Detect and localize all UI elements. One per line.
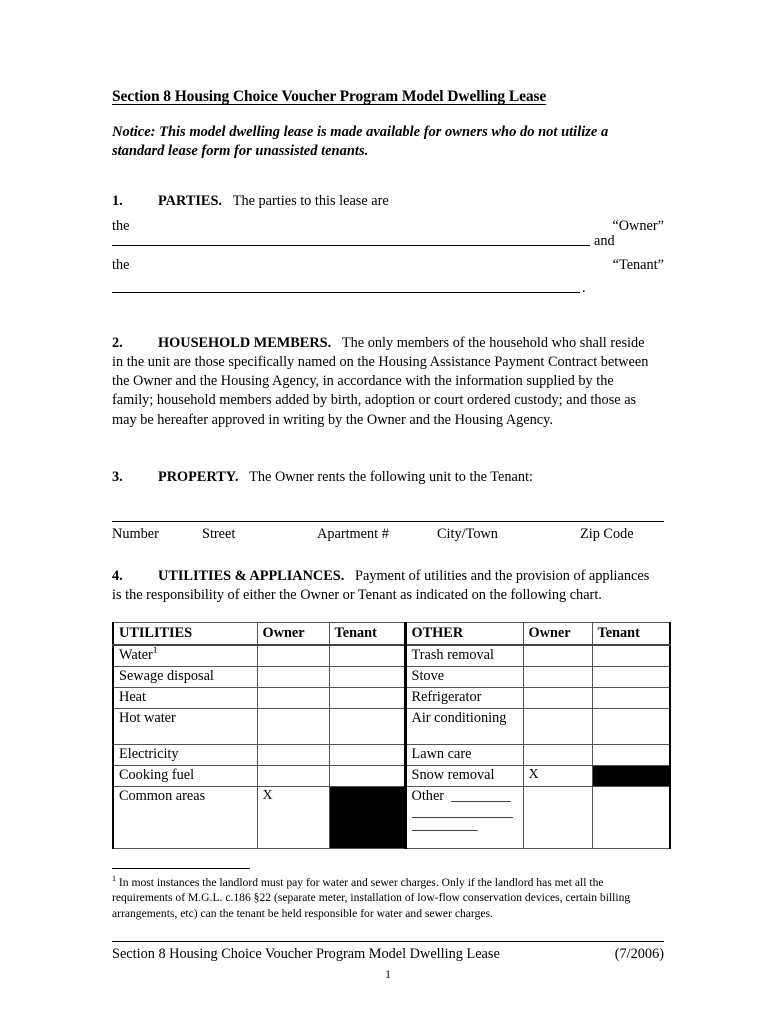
- cell-snow-removal-tenant: [592, 766, 670, 787]
- row-label-snow-removal: Snow removal: [405, 766, 523, 787]
- cell-trash-removal-tenant[interactable]: [592, 645, 670, 667]
- row-label-air-conditioning: Air conditioning: [405, 709, 523, 745]
- utilities-table-body: [113, 645, 670, 849]
- section-property: [112, 468, 664, 487]
- footnote-block: [112, 868, 664, 921]
- cell-electricity-tenant[interactable]: [329, 745, 405, 766]
- address-label-zip-code: Zip Code: [580, 526, 634, 543]
- footnote-marker: 1: [112, 874, 116, 884]
- section-utilities-heading: UTILITIES & APPLIANCES.: [158, 568, 345, 585]
- tenant-name-field[interactable]: [112, 292, 580, 293]
- row-label-electricity: Electricity: [113, 745, 257, 766]
- row-label-other-text: Other: [411, 788, 445, 805]
- section-parties-heading: PARTIES.: [158, 192, 222, 209]
- cell-sewage-disposal-tenant[interactable]: [329, 667, 405, 688]
- footer-page-number: 1: [385, 968, 391, 981]
- cell-other-tenant[interactable]: [592, 787, 670, 849]
- table-row: [113, 766, 670, 787]
- section-parties-body: The parties to this lease are: [232, 192, 389, 209]
- table-row: [113, 709, 670, 745]
- cell-hot-water-owner[interactable]: [257, 709, 329, 745]
- row-label-hot-water: Hot water: [113, 709, 257, 745]
- footer-revision-date: (7/2006): [614, 946, 664, 962]
- section-parties-number: 1.: [112, 192, 123, 209]
- other-line-2[interactable]: [412, 817, 513, 818]
- footer-row: [112, 946, 664, 981]
- section-parties-headline: [112, 192, 664, 211]
- table-row: [113, 645, 670, 667]
- cell-electricity-owner[interactable]: [257, 745, 329, 766]
- table-row: [113, 787, 670, 849]
- footnote-separator-rule: [112, 868, 250, 869]
- row-label-water-text: Water: [119, 647, 153, 664]
- section-utilities-body: Payment of utilities and the provision of appliances is the responsibility of either the Owner or Tenant as indicated on the following chart.: [112, 568, 650, 604]
- table-row: [113, 667, 670, 688]
- cell-cooking-fuel-tenant[interactable]: [329, 766, 405, 787]
- and-label: and: [594, 232, 615, 249]
- other-write-in-lines[interactable]: [412, 805, 518, 831]
- section-household-heading: HOUSEHOLD MEMBERS.: [158, 334, 332, 351]
- footnote-text: [112, 875, 664, 921]
- cell-water-tenant[interactable]: [329, 645, 405, 667]
- row-label-heat: Heat: [113, 688, 257, 709]
- owner-party-row: [112, 217, 664, 233]
- address-label-city-town: City/Town: [437, 526, 498, 543]
- owner-name-field-row: [112, 233, 664, 250]
- row-label-cooking-fuel: Cooking fuel: [113, 766, 257, 787]
- notice-text: Notice: This model dwelling lease is made available for owners who do not utilize a standard lease form for unassisted tenants.: [112, 124, 609, 160]
- other-line-1[interactable]: [451, 801, 511, 802]
- section-utilities-appliances: [112, 567, 652, 605]
- row-label-refrigerator: Refrigerator: [405, 688, 523, 709]
- header-right-owner: Owner: [523, 622, 592, 645]
- cell-snow-removal-owner[interactable]: X: [523, 766, 592, 787]
- address-label-apartment: Apartment #: [317, 526, 389, 543]
- cell-water-owner[interactable]: [257, 645, 329, 667]
- address-label-number: Number: [112, 526, 159, 543]
- other-line-3[interactable]: [412, 830, 478, 831]
- owner-name-field[interactable]: [112, 245, 590, 246]
- row-label-other: [405, 787, 523, 849]
- cell-hot-water-tenant[interactable]: [329, 709, 405, 745]
- page-title: Section 8 Housing Choice Voucher Program Model Dwelling Lease: [112, 88, 547, 105]
- cell-refrigerator-owner[interactable]: [523, 688, 592, 709]
- address-field-labels: [112, 522, 664, 544]
- section-household-number: 2.: [112, 334, 123, 351]
- cell-common-areas-owner[interactable]: X: [257, 787, 329, 849]
- cell-other-owner[interactable]: [523, 787, 592, 849]
- tenant-tag: “Tenant”: [612, 256, 664, 273]
- footer-separator-rule: [112, 941, 664, 942]
- header-left-tenant: Tenant: [329, 622, 405, 645]
- cell-common-areas-tenant: [329, 787, 405, 849]
- header-right-tenant: Tenant: [592, 622, 670, 645]
- tenant-the-label: the: [112, 256, 130, 273]
- page-footer: [112, 941, 664, 981]
- utilities-responsibility-table: [112, 622, 671, 850]
- tenant-party-row: [112, 256, 664, 272]
- row-label-trash-removal: Trash removal: [405, 645, 523, 667]
- cell-stove-owner[interactable]: [523, 667, 592, 688]
- address-label-street: Street: [202, 526, 236, 543]
- owner-the-label: the: [112, 217, 130, 234]
- section-utilities-number: 4.: [112, 568, 123, 585]
- row-label-lawn-care: Lawn care: [405, 745, 523, 766]
- table-header-row: [113, 622, 670, 645]
- cell-air-conditioning-tenant[interactable]: [592, 709, 670, 745]
- row-label-sewage-disposal: Sewage disposal: [113, 667, 257, 688]
- cell-heat-tenant[interactable]: [329, 688, 405, 709]
- table-row: [113, 688, 670, 709]
- row-label-water: [113, 645, 257, 667]
- footer-title: Section 8 Housing Choice Voucher Program Model Dwelling Lease: [112, 946, 500, 962]
- section-property-heading: PROPERTY.: [158, 468, 239, 485]
- cell-lawn-care-tenant[interactable]: [592, 745, 670, 766]
- header-other: OTHER: [405, 622, 523, 645]
- cell-lawn-care-owner[interactable]: [523, 745, 592, 766]
- section-household-body: The only members of the household who shall reside in the unit are those specifically named on the Housing Assistance Payment Contract between the Owner and the Housing Agency, in accordance with the information supplied by the family; household members added by birth, adoption or court ordered custody; and those as may be hereafter approved in writing by the Owner and the Housing Agency.: [112, 334, 649, 428]
- header-left-owner: Owner: [257, 622, 329, 645]
- water-footnote-marker: 1: [152, 646, 158, 657]
- footnote-body: In most instances the landlord must pay for water and sewer charges. Only if the landlord has met all the requirements of M.G.L. c.186 §22 (separate meter, installation of low-flow conservation devices, certain billing arrangements, etc) can the tenant be held responsible for water and sewer charges.: [112, 876, 631, 920]
- row-label-common-areas: Common areas: [113, 787, 257, 849]
- section-parties: [112, 192, 664, 297]
- parties-period: .: [582, 279, 586, 296]
- document-content: [112, 88, 664, 849]
- row-label-stove: Stove: [405, 667, 523, 688]
- owner-tag: “Owner”: [612, 217, 664, 234]
- cell-heat-owner[interactable]: [257, 688, 329, 709]
- header-utilities: UTILITIES: [113, 622, 257, 645]
- tenant-name-field-row: [112, 280, 664, 297]
- address-entry-block: [112, 521, 664, 544]
- cell-cooking-fuel-owner[interactable]: [257, 766, 329, 787]
- section-property-number: 3.: [112, 468, 123, 485]
- cell-stove-tenant[interactable]: [592, 667, 670, 688]
- table-row: [113, 745, 670, 766]
- cell-refrigerator-tenant[interactable]: [592, 688, 670, 709]
- cell-air-conditioning-owner[interactable]: [523, 709, 592, 745]
- section-property-body: The Owner rents the following unit to the Tenant:: [249, 468, 533, 485]
- cell-trash-removal-owner[interactable]: [523, 645, 592, 667]
- section-household-members: [112, 334, 652, 430]
- cell-sewage-disposal-owner[interactable]: [257, 667, 329, 688]
